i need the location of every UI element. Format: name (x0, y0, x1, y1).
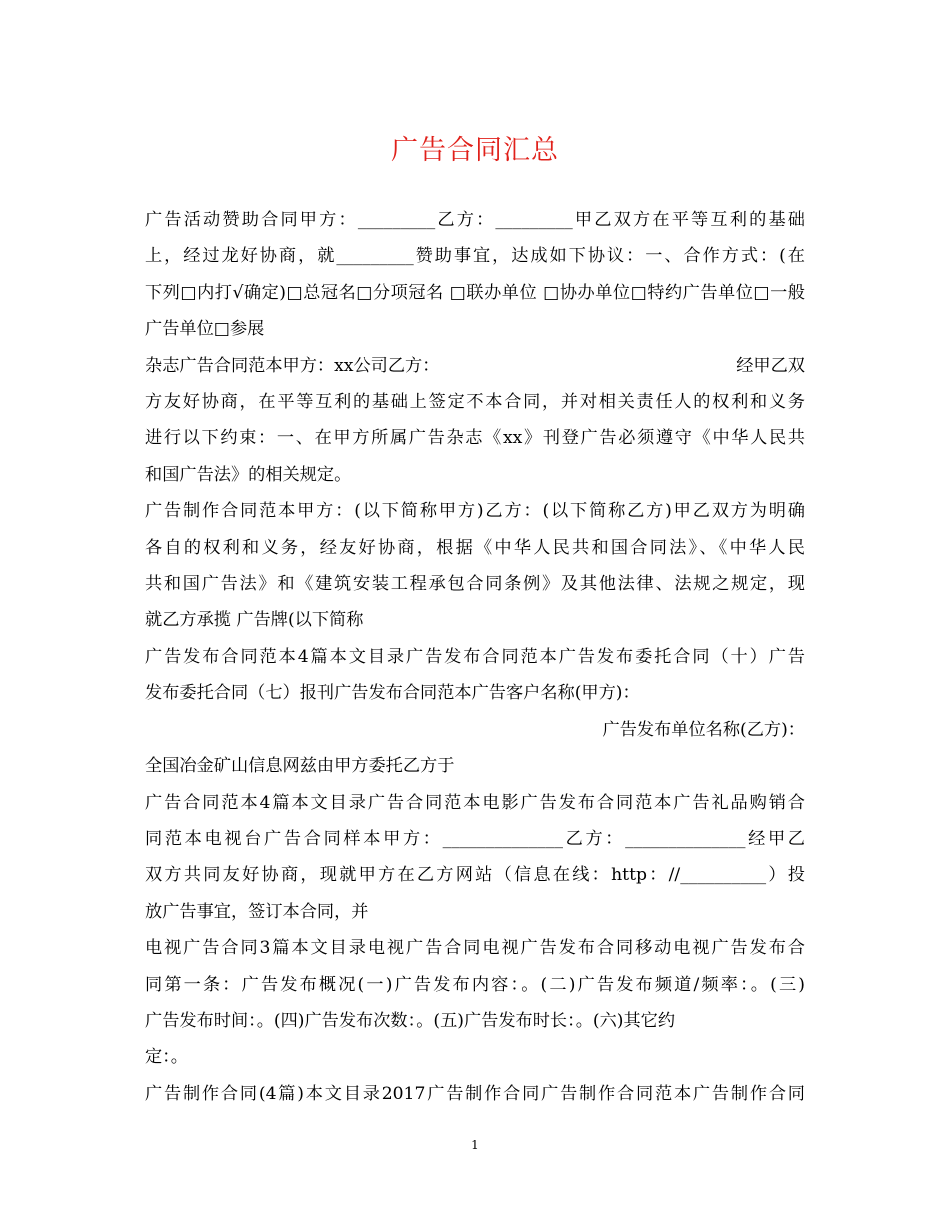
text-line: 广告制作合同(4篇)本文目录2017广告制作合同广告制作合同范本广告制作合同 (145, 1083, 805, 1104)
text-line: 下列□内打√确定)□总冠名□分项冠名 □联办单位 □协办单位□特约广告单位□一般 (145, 282, 805, 303)
text-line-split (145, 348, 805, 384)
text-line: 广告合同范本4篇本文目录广告合同范本电影广告发布合同范本广告礼品购销合 (145, 792, 805, 813)
text-line: 同范本电视台广告合同样本甲方：______________乙方：______________经甲乙 (145, 828, 805, 849)
text-line: 广告制作合同范本甲方：(以下简称甲方)乙方：(以下简称乙方)甲乙双方为明确 (145, 501, 805, 522)
text-line-left: 杂志广告合同范本甲方：xx公司乙方： (145, 355, 440, 376)
text-line-right: 经甲乙双 (736, 355, 805, 376)
text-line: 双方共同友好协商，现就甲方在乙方网站（信息在线：http：//__________）投 (145, 865, 805, 886)
text-line: 就乙方承揽 广告牌(以下简称 (145, 610, 364, 631)
paragraph-magazine-contract (145, 348, 805, 494)
text-line: 全国冶金矿山信息网兹由甲方委托乙方于 (145, 756, 455, 777)
text-line: 放广告事宜，签订本合同，并 (145, 901, 369, 922)
text-line: 广告发布时间：。(四)广告发布次数：。(五)广告发布时长：。(六)其它约 (145, 1010, 676, 1031)
text-line: 共和国广告法》和《建筑安装工程承包合同条例》及其他法律、法规之规定，现 (145, 574, 805, 595)
text-line: 上，经过龙好协商，就_________赞助事宜，达成如下协议：一、合作方式：(在 (145, 246, 805, 267)
text-line: 广告发布合同范本4篇本文目录广告发布合同范本广告发布委托合同（十）广告 (145, 646, 805, 667)
page-number: 1 (471, 1138, 479, 1152)
document-title: 广告合同汇总 (391, 135, 559, 166)
text-line: 广告单位□参展 (145, 319, 265, 340)
text-line: 各自的权利和义务，经友好协商，根据《中华人民共和国合同法》、《中华人民 (145, 537, 805, 558)
paragraph-publishing-contract (145, 639, 805, 785)
text-line-right-aligned: 广告发布单位名称(乙方)： (602, 719, 805, 740)
text-line: 进行以下约束：一、在甲方所属广告杂志《xx》刊登广告必须遵守《中华人民共 (145, 428, 805, 449)
paragraph-advertising-contract (145, 785, 805, 931)
text-line: 电视广告合同3篇本文目录电视广告合同电视广告发布合同移动电视广告发布合 (145, 938, 805, 959)
text-line: 广告活动赞助合同甲方：_________乙方：_________甲乙双方在平等互利的基础 (145, 210, 805, 230)
paragraph-sponsorship-contract (145, 202, 805, 348)
text-line: 和国广告法》的相关规定。 (145, 464, 352, 485)
text-line: 方友好协商，在平等互利的基础上签定不本合同，并对相关责任人的权利和义务 (145, 392, 805, 413)
paragraph-production-contract-4 (145, 1076, 805, 1112)
text-line: 定：。 (145, 1047, 188, 1068)
paragraph-production-contract (145, 493, 805, 639)
document-body (145, 202, 805, 1112)
text-line: 同第一条：广告发布概况(一)广告发布内容：。(二)广告发布频道/频率：。(三) (145, 974, 805, 995)
paragraph-tv-contract (145, 930, 805, 1076)
text-line: 发布委托合同（七）报刊广告发布合同范本广告客户名称(甲方)： (145, 683, 640, 704)
